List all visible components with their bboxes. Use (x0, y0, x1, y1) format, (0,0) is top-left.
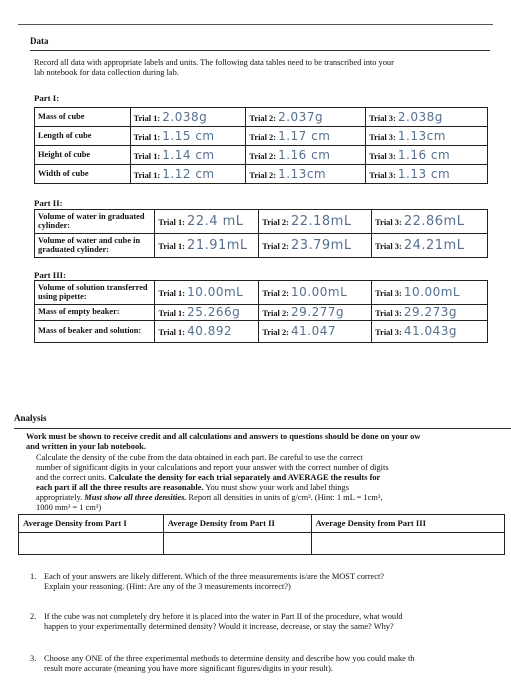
trial-label: Trial 1: (133, 132, 161, 142)
trial-3-cell[interactable] (366, 165, 488, 184)
handwritten-value: 1.13 cm (397, 166, 451, 181)
trial-1-cell[interactable] (130, 165, 246, 184)
handwritten-value: 22.4 mL (187, 213, 244, 229)
row-label: Mass of empty beaker: (35, 305, 155, 321)
handwritten-value: 10.00mL (187, 285, 244, 300)
trial-label: Trial 1: (158, 217, 185, 227)
trial-label: Trial 1: (158, 289, 186, 299)
calculation-instructions (36, 453, 481, 513)
instr-line-4 (36, 483, 481, 493)
trial-3-cell[interactable] (372, 210, 488, 234)
work-line-1: Work must be shown to receive credit and all calculations and answers to questions should be done on your ow (26, 432, 421, 441)
trial-1-cell[interactable] (130, 146, 246, 165)
handwritten-value: 23.79mL (290, 237, 352, 253)
trial-label: Trial 2: (262, 217, 289, 227)
avg-cell-part1[interactable] (19, 533, 164, 555)
section-title-data: Data (30, 36, 49, 46)
trial-label: Trial 2: (262, 309, 289, 319)
trial-label: Trial 2: (249, 113, 276, 123)
handwritten-value: 24.21mL (403, 237, 465, 253)
instr-line-2: number of significant digits in your calculations and report your answer with the correct number of digits (36, 463, 389, 473)
question-1 (30, 572, 511, 592)
trial-1-cell[interactable] (155, 210, 259, 234)
row-label: Volume of solution transferred using pipette: (35, 281, 155, 305)
trial-label: Trial 3: (375, 309, 402, 319)
trial-1-cell[interactable] (155, 234, 259, 258)
top-page-rule (18, 24, 493, 25)
instr-line-6: 1000 mm³ = 1 cm³) (36, 503, 102, 513)
trial-label: Trial 2: (249, 170, 276, 180)
trial-label: Trial 3: (369, 151, 396, 161)
trial-label: Trial 1: (158, 241, 185, 251)
trial-3-cell[interactable] (372, 234, 488, 258)
row-label: Mass of cube (35, 108, 131, 127)
row-label: Volume of water and cube in graduated cylinder: (35, 234, 155, 258)
instr-line-4a: each part if all the three results are reasonable. (36, 483, 204, 493)
row-label: Length of cube (35, 127, 131, 146)
instr-line-5b: Must show all three densities. (84, 493, 187, 503)
part2-row (35, 234, 488, 258)
handwritten-value: 41.043g (403, 324, 457, 339)
question-number: 2. (30, 612, 37, 621)
part3-table (34, 280, 488, 343)
part1-table (34, 107, 488, 184)
trial-3-cell[interactable] (372, 321, 488, 343)
average-density-table (18, 514, 505, 555)
trial-label: Trial 3: (369, 113, 396, 123)
intro-line-1: Record all data with appropriate labels and units. The following data tables need to be transcribed into your (34, 58, 394, 67)
question-line: result more accurate (meaning you have more significant figures/digits in your result). (44, 664, 333, 674)
handwritten-value: 1.16 cm (278, 147, 331, 162)
trial-label: Trial 2: (262, 241, 289, 251)
trial-label: Trial 1: (158, 328, 186, 338)
row-label: Mass of beaker and solution: (35, 321, 155, 343)
handwritten-value: 10.00mL (403, 285, 461, 300)
handwritten-value: 40.892 (187, 324, 233, 339)
row-label: Width of cube (35, 165, 131, 184)
instr-line-1: Calculate the density of the cube from the data obtained in each part. Be careful to use the correct (36, 453, 363, 462)
handwritten-value: 1.14 cm (162, 147, 215, 162)
instr-line-5c: Report all densities in units of g/cm³. (Hint: 1 mL = 1cm³, (186, 493, 383, 503)
trial-label: Trial 2: (249, 132, 276, 142)
trial-2-cell[interactable] (259, 234, 372, 258)
instr-line-3 (36, 473, 481, 483)
section-rule (30, 50, 490, 51)
question-line: Each of your answers are likely different. Which of the three measurements is/are the MOST correct? (44, 572, 384, 581)
handwritten-value: 22.18mL (290, 213, 352, 229)
work-line-2: and written in your lab notebook. (26, 442, 146, 452)
trial-2-cell[interactable] (259, 210, 372, 234)
trial-2-cell[interactable] (246, 165, 366, 184)
part1-row (35, 165, 488, 184)
trial-label: Trial 3: (375, 241, 402, 251)
question-line: Choose any ONE of the three experimental methods to determine density and describe how you could make th (44, 654, 415, 663)
trial-label: Trial 1: (133, 151, 161, 161)
part1-row (35, 127, 488, 146)
part3-row (35, 305, 488, 321)
part2-label: Part II: (34, 198, 63, 208)
handwritten-value: 1.15 cm (162, 128, 215, 143)
work-instruction (26, 432, 511, 452)
handwritten-value: 22.86mL (403, 213, 465, 229)
part3-row (35, 321, 488, 343)
handwritten-value: 1.16 cm (397, 147, 451, 162)
handwritten-value: 1.12 cm (162, 166, 215, 181)
handwritten-value: 29.273g (403, 305, 457, 320)
trial-3-cell[interactable] (366, 127, 488, 146)
trial-3-cell[interactable] (372, 305, 488, 321)
part1-row (35, 146, 488, 165)
avg-cell-part3[interactable] (311, 533, 504, 555)
trial-2-cell[interactable] (246, 127, 366, 146)
trial-2-cell[interactable] (246, 146, 366, 165)
question-3 (30, 654, 511, 674)
part1-row (35, 108, 488, 127)
trial-label: Trial 2: (262, 289, 289, 299)
trial-label: Trial 1: (133, 170, 161, 180)
handwritten-value: 2.038g (162, 109, 208, 124)
question-number: 1. (30, 572, 37, 581)
trial-label: Trial 1: (158, 309, 186, 319)
instr-line-5a: appropriately. (36, 493, 85, 503)
handwritten-value: 29.277g (291, 305, 345, 320)
trial-1-cell[interactable] (130, 127, 246, 146)
trial-2-cell[interactable] (259, 321, 372, 343)
handwritten-value: 41.047 (291, 324, 337, 339)
analysis-rule (14, 428, 511, 429)
question-2 (30, 612, 511, 632)
trial-2-cell[interactable] (259, 281, 372, 305)
handwritten-value: 1.13cm (278, 166, 327, 181)
instr-line-4b: You must show your work and label things (203, 483, 349, 493)
trial-3-cell[interactable] (372, 281, 488, 305)
part2-table (34, 209, 488, 258)
avg-cell-part2[interactable] (163, 533, 311, 555)
trial-label: Trial 3: (375, 217, 402, 227)
row-label: Height of cube (35, 146, 131, 165)
trial-label: Trial 2: (249, 151, 276, 161)
question-line: happen to your experimentally determined density? Would it increase, decrease, or stay the same? Why? (44, 622, 394, 632)
handwritten-value: 2.038g (397, 109, 443, 124)
intro-text (34, 58, 484, 78)
avg-header-part3: Average Density from Part III (311, 515, 504, 533)
part3-label: Part III: (34, 270, 67, 280)
trial-label: Trial 2: (262, 328, 289, 338)
trial-2-cell[interactable] (259, 305, 372, 321)
trial-label: Trial 3: (369, 170, 396, 180)
handwritten-value: 2.037g (278, 109, 324, 124)
analysis-title: Analysis (14, 413, 47, 423)
question-line: Explain your reasoning. (Hint: Are any of the 3 measurements incorrect?) (44, 582, 291, 592)
handwritten-value: 25.266g (187, 305, 241, 320)
row-label: Volume of water in graduated cylinder: (35, 210, 155, 234)
instr-line-5 (36, 493, 481, 503)
handwritten-value: 1.17 cm (278, 128, 331, 143)
trial-1-cell[interactable] (155, 321, 259, 343)
trial-1-cell[interactable] (130, 108, 246, 127)
trial-label: Trial 3: (375, 328, 402, 338)
question-number: 3. (30, 654, 37, 663)
avg-header-part2: Average Density from Part II (163, 515, 311, 533)
trial-label: Trial 1: (133, 113, 161, 123)
handwritten-value: 1.13cm (397, 128, 446, 143)
trial-label: Trial 3: (375, 289, 402, 299)
instr-line-3a: and the correct units. (36, 473, 109, 483)
intro-line-2: lab notebook for data collection during lab. (34, 68, 179, 78)
trial-1-cell[interactable] (155, 281, 259, 305)
trial-2-cell[interactable] (246, 108, 366, 127)
handwritten-value: 10.00mL (291, 285, 348, 300)
instr-line-3b: Calculate the density for each trial separately and AVERAGE the results for (108, 473, 381, 483)
trial-1-cell[interactable] (155, 305, 259, 321)
question-line: If the cube was not completely dry before it is placed into the water in Part II of the procedure, what would (44, 612, 403, 621)
avg-header-part1: Average Density from Part I (19, 515, 164, 533)
trial-3-cell[interactable] (366, 108, 488, 127)
part3-row (35, 281, 488, 305)
handwritten-value: 21.91mL (187, 237, 248, 253)
trial-3-cell[interactable] (366, 146, 488, 165)
part2-row (35, 210, 488, 234)
trial-label: Trial 3: (369, 132, 396, 142)
part1-label: Part I: (34, 93, 60, 103)
